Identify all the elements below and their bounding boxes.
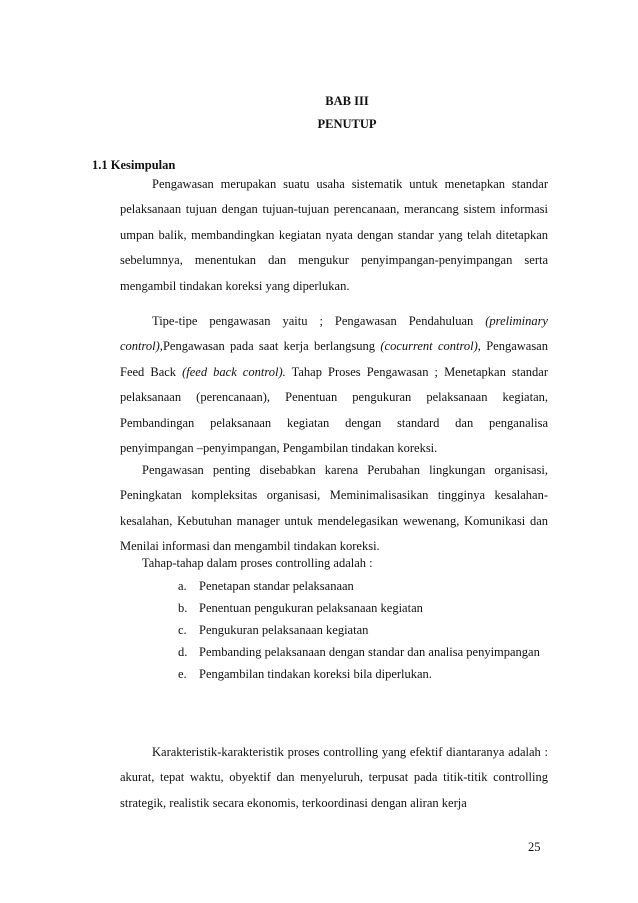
page-number: 25	[528, 840, 541, 854]
list-text: Pengukuran pelaksanaan kegiatan	[199, 623, 369, 637]
list-item	[178, 641, 548, 663]
paragraph-characteristics: Karakteristik-karakteristik proses controlling yang efektif diantaranya adalah : akurat, tepat waktu, obyektif dan menyeluruh, terpusat pada titik-titik controlling strategik, realistik secara ekonomis, terkoordinasi dengan aliran kerja	[120, 745, 548, 810]
list-marker: d.	[178, 645, 188, 659]
list-item	[178, 663, 548, 685]
types-term-concurrent: (cocurrent control),	[380, 339, 481, 354]
list-item	[178, 619, 548, 641]
types-text-1: Tipe-tipe pengawasan yaitu ; Pengawasan Pendahuluan	[152, 314, 486, 328]
list-text: Pembanding pelaksanaan dengan standar dan analisa penyimpangan	[199, 645, 540, 659]
list-marker: a.	[178, 579, 187, 593]
section-heading: 1.1 Kesimpulan	[92, 158, 176, 172]
list-marker: e.	[178, 667, 187, 681]
list-item	[178, 597, 548, 619]
types-text-3: Pengawasan Feed Back	[120, 339, 548, 379]
paragraph-definition: Pengawasan merupakan suatu usaha sistematik untuk menetapkan standar pelaksanaan tujuan dengan tujuan-tujuan perencanaan, merancang sistem informasi umpan balik, membandingkan kegiatan nyata dengan standar yang telah ditetapkan sebelumnya, menentukan dan mengukur penyimpangan-penyimpangan serta mengambil tindakan koreksi yang diperlukan.	[120, 177, 548, 293]
types-term-feedback: (feed back control).	[182, 364, 286, 379]
steps-intro: Tahap-tahap dalam proses controlling adalah :	[142, 556, 373, 570]
steps-list	[178, 575, 548, 685]
chapter-label: BAB III	[325, 94, 369, 108]
types-term-preliminary: (preliminary control),	[120, 314, 548, 354]
list-marker: c.	[178, 623, 187, 637]
list-text: Penetapan standar pelaksanaan	[199, 579, 354, 593]
list-marker: b.	[178, 601, 188, 615]
chapter-title: PENUTUP	[317, 117, 377, 131]
list-text: Pengambilan tindakan koreksi bila diperlukan.	[199, 667, 432, 681]
list-text: Penentuan pengukuran pelaksanaan kegiatan	[199, 601, 423, 615]
types-text-2: Pengawasan pada saat kerja berlangsung	[162, 339, 381, 354]
paragraph-types	[120, 309, 548, 461]
types-text-4: Tahap Proses Pengawasan ; Menetapkan standar pelaksanaan (perencanaan), Penentuan pengukuran pelaksanaan kegiatan, Pembandingan pelaksanaan kegiatan dengan standard dan penganalisa penyimpangan –penyimpangan, Pengambilan tindakan koreksi.	[120, 364, 549, 456]
list-item	[178, 575, 548, 597]
paragraph-importance: Pengawasan penting disebabkan karena Perubahan lingkungan organisasi, Peningkatan kompleksitas organisasi, Meminimalisasikan tingginya kesalahan-kesalahan, Kebutuhan manager untuk mendelegasikan wewenang, Komunikasi dan Menilai informasi dan mengambil tindakan koreksi.	[120, 463, 548, 554]
